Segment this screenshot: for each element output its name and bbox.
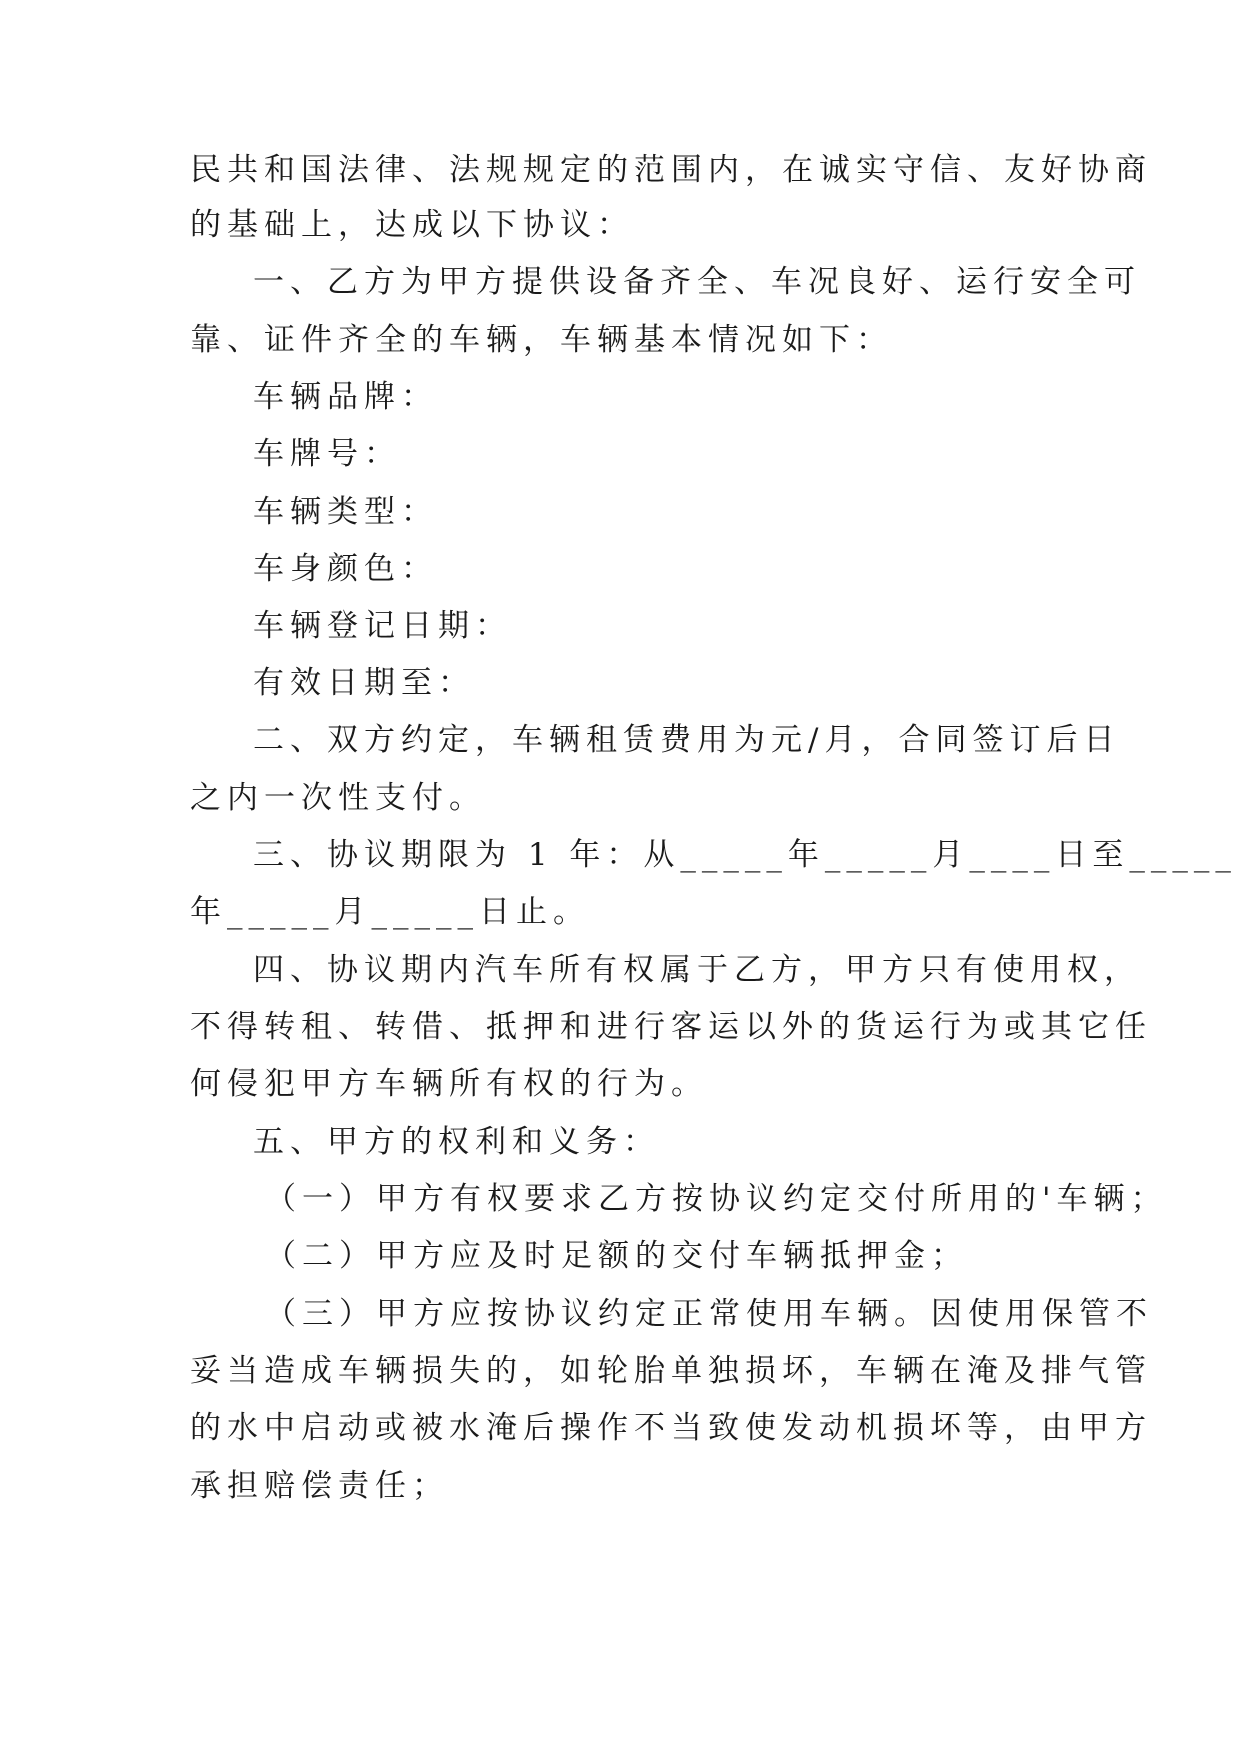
text-line: 年_____月_____日止。 xyxy=(190,894,590,930)
text-line: 的基础上，达成以下协议： xyxy=(190,207,634,243)
text-line: 不得转租、转借、抵押和进行客运以外的货运行为或其它任 xyxy=(190,1009,1152,1045)
body-color-label: 车身颜色： xyxy=(253,551,438,587)
text-line: （三）甲方应按协议约定正常使用车辆。因使用保管不 xyxy=(265,1296,1153,1332)
text-line: 二、双方约定，车辆租赁费用为元/月，合同签订后日 xyxy=(253,722,1121,758)
text-line: 靠、证件齐全的车辆，车辆基本情况如下： xyxy=(190,322,893,358)
text-line: 四、协议期内汽车所有权属于乙方，甲方只有使用权， xyxy=(253,952,1141,988)
text-line: 承担赔偿责任； xyxy=(190,1468,449,1504)
text-line: 妥当造成车辆损失的，如轮胎单独损坏，车辆在淹及排气管 xyxy=(190,1353,1152,1389)
registration-date-label: 车辆登记日期： xyxy=(253,608,512,644)
text-line: （二）甲方应及时足额的交付车辆抵押金； xyxy=(265,1238,968,1274)
text-line: 之内一次性支付。 xyxy=(190,780,486,816)
valid-until-label: 有效日期至： xyxy=(253,665,475,701)
vehicle-brand-label: 车辆品牌： xyxy=(253,379,438,415)
text-line: 一、乙方为甲方提供设备齐全、车况良好、运行安全可 xyxy=(253,264,1141,300)
section-heading: 五、甲方的权利和义务： xyxy=(253,1124,660,1160)
text-line: （一）甲方有权要求乙方按协议约定交付所用的'车辆； xyxy=(265,1181,1168,1217)
text-line: 三、协议期限为 1 年：从_____年_____月____日至_____ xyxy=(253,837,1237,873)
text-line: 民共和国法律、法规规定的范围内，在诚实守信、友好协商 xyxy=(190,152,1152,188)
text-line: 何侵犯甲方车辆所有权的行为。 xyxy=(190,1066,708,1102)
plate-number-label: 车牌号： xyxy=(253,436,401,472)
text-line: 的水中启动或被水淹后操作不当致使发动机损坏等，由甲方 xyxy=(190,1410,1152,1446)
vehicle-type-label: 车辆类型： xyxy=(253,494,438,530)
